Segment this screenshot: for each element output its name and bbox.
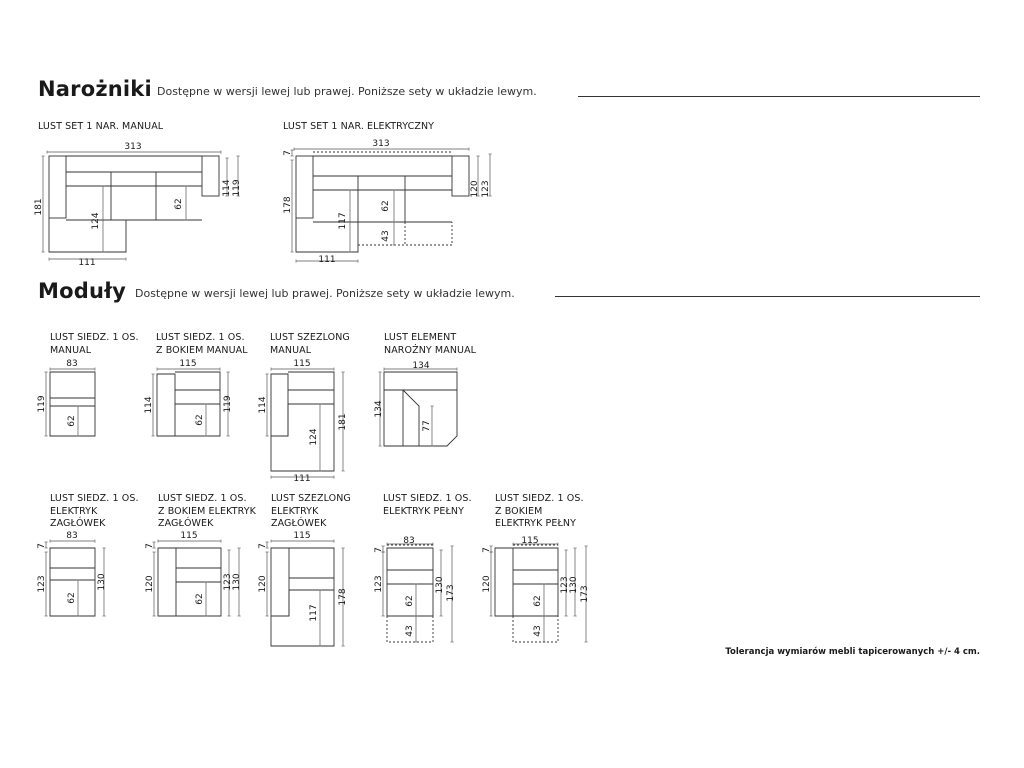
corners-heading: Narożniki [38, 77, 152, 101]
dim-label: 134 [374, 400, 384, 418]
dim-label: 83 [66, 531, 78, 541]
dim-label: 43 [533, 625, 543, 637]
dim-label: 111 [318, 255, 336, 265]
dim-label: 130 [232, 573, 242, 591]
dim-label: 62 [195, 593, 205, 605]
module-drawing [157, 372, 220, 436]
dim-label: 43 [405, 625, 415, 637]
modules-description: Dostępne w wersji lewej lub prawej. Poniższe sety w układzie lewym. [135, 287, 515, 300]
module-drawing [384, 372, 457, 446]
dim-label: 114 [144, 396, 154, 414]
corner-set-manual-title: LUST SET 1 NAR. MANUAL [38, 121, 164, 132]
dim-label: 130 [435, 576, 445, 594]
module-drawing [495, 545, 558, 642]
dim-label: 313 [124, 142, 142, 152]
dim-label: 62 [381, 200, 391, 212]
dim-label: 123 [374, 575, 384, 593]
dim-label: 7 [374, 547, 384, 553]
dim-label: 120 [145, 575, 155, 593]
dim-label: 114 [222, 179, 232, 197]
dim-label: 83 [403, 536, 415, 546]
module-title: LUST SIEDZ. 1 OS. ELEKTRYK PEŁNY [383, 493, 472, 517]
dim-label: 115 [521, 536, 539, 546]
dim-label: 178 [338, 588, 348, 606]
dim-label: 130 [569, 576, 579, 594]
dim-label: 115 [180, 531, 198, 541]
dim-label: 130 [97, 573, 107, 591]
module-title: LUST SIEDZ. 1 OS. Z BOKIEM ELEKTRYK PEŁNY [495, 493, 584, 529]
module-title: LUST SIEDZ. 1 OS. MANUAL [50, 332, 139, 356]
dim-label: 62 [174, 198, 184, 210]
dim-label: 111 [293, 474, 311, 484]
dim-label: 119 [223, 395, 233, 413]
dim-label: 173 [580, 585, 590, 603]
dim-label: 123 [560, 576, 570, 594]
dim-label: 62 [195, 414, 205, 426]
dim-label: 62 [67, 592, 77, 604]
dim-label: 178 [283, 196, 293, 214]
module-drawing [271, 548, 334, 646]
dim-label: 124 [309, 428, 319, 446]
dim-label: 115 [293, 531, 311, 541]
dim-label: 7 [145, 543, 155, 549]
dim-label: 62 [533, 595, 543, 607]
corners-description: Dostępne w wersji lewej lub prawej. Poniższe sety w układzie lewym. [157, 85, 537, 98]
dim-label: 7 [37, 543, 47, 549]
dim-label: 123 [223, 573, 233, 591]
module-title: LUST SIEDZ. 1 OS. ELEKTRYK ZAGŁÓWEK [50, 493, 139, 529]
dim-label: 7 [258, 543, 268, 549]
dim-label: 123 [481, 180, 491, 198]
dim-label: 119 [232, 179, 242, 197]
module-title: LUST SZEZLONG MANUAL [270, 332, 350, 356]
corner-set-electric-title: LUST SET 1 NAR. ELEKTRYCZNY [283, 121, 435, 132]
dim-label: 77 [422, 420, 432, 432]
dim-label: 117 [338, 212, 348, 230]
module-title: LUST SZEZLONG ELEKTRYK ZAGŁÓWEK [271, 493, 351, 529]
dim-label: 313 [372, 139, 390, 149]
dim-label: 123 [37, 575, 47, 593]
module-title: LUST SIEDZ. 1 OS. Z BOKIEM MANUAL [156, 332, 248, 356]
dim-label: 114 [258, 396, 268, 414]
dim-label: 62 [405, 595, 415, 607]
dim-label: 111 [78, 258, 96, 268]
dim-label: 43 [381, 230, 391, 242]
dim-label: 173 [446, 584, 456, 602]
dim-label: 115 [293, 359, 311, 369]
corner-set-manual-drawing [49, 156, 219, 252]
dim-label: 181 [338, 413, 348, 431]
module-drawing [271, 372, 334, 471]
module-drawing [158, 548, 221, 616]
modules-heading: Moduły [38, 279, 126, 303]
dim-label: 181 [34, 198, 44, 216]
dim-label: 120 [482, 575, 492, 593]
dim-label: 115 [179, 359, 197, 369]
dim-label: 117 [309, 604, 319, 622]
dim-label: 7 [482, 547, 492, 553]
module-drawing [50, 548, 95, 616]
dim-label: 119 [37, 395, 47, 413]
tolerance-note: Tolerancja wymiarów mebli tapicerowanych +/- 4 cm. [725, 647, 980, 657]
dim-label: 7 [283, 150, 293, 156]
module-title: LUST ELEMENT NAROŻNY MANUAL [384, 332, 477, 356]
dim-label: 124 [91, 212, 101, 230]
module-title: LUST SIEDZ. 1 OS. Z BOKIEM ELEKTRYK ZAGŁÓWEK [158, 493, 256, 529]
dim-label: 62 [67, 415, 77, 427]
dim-label: 120 [470, 180, 480, 198]
dim-label: 83 [66, 359, 78, 369]
dim-label: 134 [412, 361, 430, 371]
dim-label: 120 [258, 575, 268, 593]
